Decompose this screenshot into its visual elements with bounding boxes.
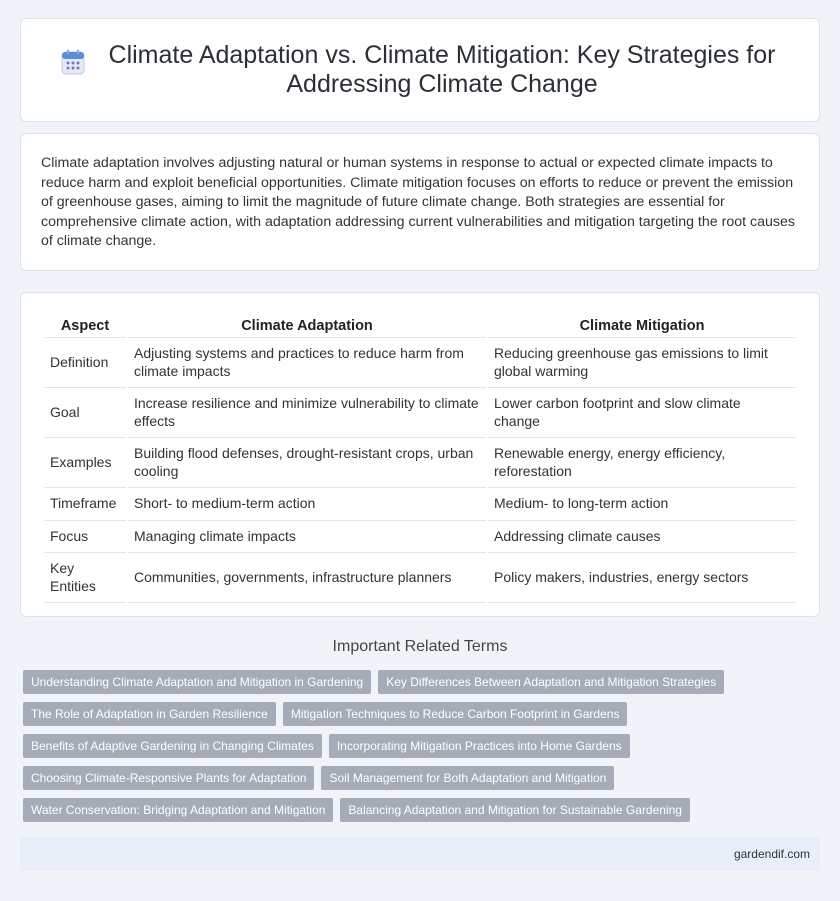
cell-mitigation: Lower carbon footprint and slow climate change bbox=[488, 388, 796, 438]
related-term-link[interactable]: Benefits of Adaptive Gardening in Changing Climates bbox=[23, 734, 322, 758]
table-row bbox=[44, 521, 796, 554]
cell-aspect: Focus bbox=[44, 521, 126, 554]
table-row bbox=[44, 388, 796, 438]
cell-mitigation: Policy makers, industries, energy sectors bbox=[488, 553, 796, 603]
tag-row bbox=[23, 734, 813, 758]
related-term-link[interactable]: Incorporating Mitigation Practices into Home Gardens bbox=[329, 734, 630, 758]
cell-adaptation: Short- to medium-term action bbox=[128, 488, 486, 521]
cell-adaptation: Building flood defenses, drought-resistant crops, urban cooling bbox=[128, 438, 486, 488]
related-term-link[interactable]: Key Differences Between Adaptation and Mitigation Strategies bbox=[378, 670, 724, 694]
header-mitigation: Climate Mitigation bbox=[488, 313, 796, 338]
calendar-icon bbox=[61, 49, 85, 75]
tag-row bbox=[23, 766, 813, 790]
table-row bbox=[44, 553, 796, 603]
cell-adaptation: Increase resilience and minimize vulnerability to climate effects bbox=[128, 388, 486, 438]
related-terms-list bbox=[23, 670, 813, 830]
related-term-link[interactable]: Water Conservation: Bridging Adaptation and Mitigation bbox=[23, 798, 333, 822]
related-term-link[interactable]: Understanding Climate Adaptation and Mitigation in Gardening bbox=[23, 670, 371, 694]
cell-mitigation: Reducing greenhouse gas emissions to limit global warming bbox=[488, 338, 796, 388]
related-term-link[interactable]: Balancing Adaptation and Mitigation for Sustainable Gardening bbox=[340, 798, 690, 822]
cell-aspect: Goal bbox=[44, 388, 126, 438]
footer bbox=[20, 837, 820, 871]
related-terms-title: Important Related Terms bbox=[332, 638, 508, 655]
cell-adaptation: Adjusting systems and practices to reduce harm from climate impacts bbox=[128, 338, 486, 388]
cell-aspect: Definition bbox=[44, 338, 126, 388]
cell-adaptation: Managing climate impacts bbox=[128, 521, 486, 554]
cell-adaptation: Communities, governments, infrastructure planners bbox=[128, 553, 486, 603]
intro-card bbox=[20, 133, 820, 271]
tag-row bbox=[23, 670, 813, 694]
cell-aspect: Examples bbox=[44, 438, 126, 488]
cell-aspect: Timeframe bbox=[44, 488, 126, 521]
header-aspect: Aspect bbox=[44, 313, 126, 338]
header-card bbox=[20, 18, 820, 122]
related-term-link[interactable]: The Role of Adaptation in Garden Resilience bbox=[23, 702, 276, 726]
cell-mitigation: Addressing climate causes bbox=[488, 521, 796, 554]
related-term-link[interactable]: Soil Management for Both Adaptation and Mitigation bbox=[321, 766, 614, 790]
table-row bbox=[44, 488, 796, 521]
cell-aspect: Key Entities bbox=[44, 553, 126, 603]
title-wrap bbox=[21, 41, 819, 99]
intro-text: Climate adaptation involves adjusting natural or human systems in response to actual or expected climate impacts to reduce harm and exploit beneficial opportunities. Climate mitigation focuses on efforts to reduce or prevent the emission of greenhouse gases, aiming to limit the magnitude of future climate change. Both strategies are essential for comprehensive climate action, with adaptation addressing current vulnerabilities and mitigation targeting the root causes of climate change. bbox=[41, 155, 795, 250]
cell-mitigation: Renewable energy, energy efficiency, reforestation bbox=[488, 438, 796, 488]
table-row bbox=[44, 438, 796, 488]
related-term-link[interactable]: Mitigation Techniques to Reduce Carbon Footprint in Gardens bbox=[283, 702, 628, 726]
related-term-link[interactable]: Choosing Climate-Responsive Plants for Adaptation bbox=[23, 766, 314, 790]
tag-row bbox=[23, 798, 813, 822]
comparison-table bbox=[42, 313, 798, 603]
header-adaptation: Climate Adaptation bbox=[128, 313, 486, 338]
table-header-row bbox=[44, 313, 796, 338]
tag-row bbox=[23, 702, 813, 726]
comparison-table-card bbox=[20, 292, 820, 617]
footer-site-link[interactable]: gardendif.com bbox=[733, 847, 810, 861]
table-row bbox=[44, 338, 796, 388]
cell-mitigation: Medium- to long-term action bbox=[488, 488, 796, 521]
page-title: Climate Adaptation vs. Climate Mitigation: Key Strategies for Addressing Climate Change bbox=[108, 41, 776, 98]
